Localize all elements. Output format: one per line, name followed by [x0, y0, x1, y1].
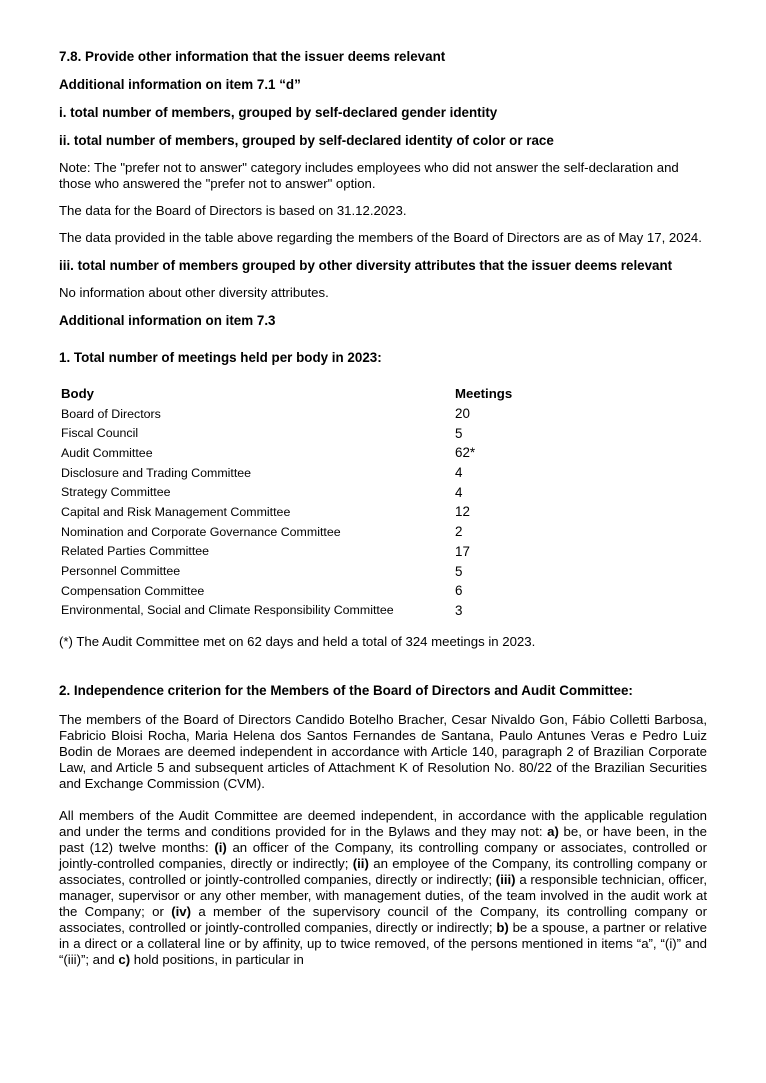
- item-ii-heading: ii. total number of members, grouped by self-declared identity of color or race: [59, 133, 554, 148]
- table-row: [59, 601, 512, 621]
- table-row: [59, 502, 512, 522]
- body-name-cell: Capital and Risk Management Committee: [61, 504, 291, 519]
- body-name-cell: Board of Directors: [61, 406, 161, 421]
- table-row: [59, 522, 512, 542]
- meetings-count-cell: 17: [455, 543, 470, 559]
- independence-title: 2. Independence criterion for the Members of the Board of Directors and Audit Committee:: [59, 683, 633, 699]
- meetings-count-cell: 20: [455, 406, 470, 422]
- body-name-cell: Fiscal Council: [61, 426, 139, 441]
- independence-paragraph-audit: [59, 808, 707, 968]
- bold-marker: (ii): [352, 856, 369, 872]
- board-data-may: The data provided in the table above regarding the members of the Board of Directors are as of May 17, 2024.: [59, 230, 702, 245]
- independence-paragraph-board: The members of the Board of Directors Candido Botelho Bracher, Cesar Nivaldo Gon, Fábio Colletti Barbosa, Fabricio Bloisi Rocha, Maria Helena dos Santos Fernandes de Santana, Paulo Antunes Veras e Pedro Luiz Bodin de Moraes are deemed independent in accordance with Article 140, paragraph 2 of Brazilian Corporate Law, and Article 5 and subsequent articles of Attachment K of Resolution No. 80/22 of the Brazilian Securities and Exchange Commission (CVM).: [59, 712, 707, 792]
- body-name-cell: Compensation Committee: [61, 583, 205, 598]
- bold-marker: c): [118, 952, 131, 968]
- body-name-cell: Strategy Committee: [61, 485, 171, 500]
- bold-marker: (iii): [495, 872, 516, 888]
- no-info-text: No information about other diversity attributes.: [59, 285, 329, 300]
- text: All members of the Audit Committee are deemed independent, in accordance with the applicable regulation and under the terms and conditions provided for in the Bylaws and they may not:: [59, 808, 707, 840]
- table-row: [59, 561, 512, 581]
- board-data-date: The data for the Board of Directors is based on 31.12.2023.: [59, 203, 407, 218]
- meetings-table: [59, 384, 512, 620]
- bold-marker: (i): [214, 840, 227, 856]
- bold-marker: (iv): [171, 904, 191, 920]
- audit-footnote: (*) The Audit Committee met on 62 days and held a total of 324 meetings in 2023.: [59, 634, 536, 650]
- header-meetings: Meetings: [455, 386, 513, 402]
- body-name-cell: Related Parties Committee: [61, 544, 210, 559]
- body-name-cell: Environmental, Social and Climate Responsibility Committee: [61, 603, 394, 618]
- text: hold positions, in particular in: [130, 952, 304, 968]
- meetings-count-cell: 3: [455, 602, 463, 618]
- text: an employee of the Company, its controlling company or associates, controlled or jointly-controlled companies, directly or indirectly;: [59, 856, 707, 888]
- heading-additional-7-1: Additional information on item 7.1 “d”: [59, 77, 301, 92]
- table-header-row: [59, 384, 512, 404]
- meetings-count-cell: 5: [455, 563, 463, 579]
- body-name-cell: Nomination and Corporate Governance Committee: [61, 524, 341, 539]
- body-name-cell: Disclosure and Trading Committee: [61, 465, 252, 480]
- meetings-count-cell: 62*: [455, 445, 476, 461]
- section-heading-7-8: 7.8. Provide other information that the issuer deems relevant: [59, 49, 446, 64]
- meetings-count-cell: 12: [455, 504, 470, 520]
- table-row: [59, 482, 512, 502]
- meetings-count-cell: 6: [455, 583, 463, 599]
- bold-marker: a): [547, 824, 559, 840]
- text: a responsible technician, officer, manager, supervisor or any other member, with management duties, of the team involved in the audit work at the Company; or: [59, 872, 708, 920]
- text: a member of the supervisory council of the Company, its controlling company or associates, controlled or jointly-controlled companies, directly or indirectly;: [59, 904, 708, 936]
- meetings-count-cell: 5: [455, 425, 463, 441]
- item-i-heading: i. total number of members, grouped by self-declared gender identity: [59, 105, 498, 120]
- table-row: [59, 423, 512, 443]
- bold-marker: b): [496, 920, 509, 936]
- item-iii-heading: iii. total number of members grouped by other diversity attributes that the issuer deems relevant: [59, 258, 673, 273]
- heading-additional-7-3: Additional information on item 7.3: [59, 313, 276, 328]
- body-name-cell: Audit Committee: [61, 445, 153, 460]
- meetings-count-cell: 4: [455, 465, 463, 481]
- document-page: [59, 48, 707, 979]
- text: be a spouse, a partner or relative in a direct or a collateral line or by affinity, up to twice removed, of the persons mentioned in items “a”, “(i)” and “(iii)”; and: [59, 920, 708, 968]
- table-row: [59, 404, 512, 424]
- table-row: [59, 443, 512, 463]
- meetings-count-cell: 2: [455, 524, 463, 540]
- text: an officer of the Company, its controlling company or associates, controlled or jointly-controlled companies, directly or indirectly;: [59, 840, 708, 872]
- table-row: [59, 463, 512, 483]
- text: be, or have been, in the past (12) twelve months:: [59, 824, 707, 856]
- header-body: Body: [61, 386, 94, 402]
- meetings-title: 1. Total number of meetings held per body in 2023:: [59, 350, 382, 365]
- table-row: [59, 542, 512, 562]
- meetings-count-cell: 4: [455, 484, 463, 500]
- note-prefer-not-to-answer: Note: The "prefer not to answer" category includes employees who did not answer the self-declaration and those who answered the "prefer not to answer" option.: [59, 160, 679, 191]
- table-row: [59, 581, 512, 601]
- body-name-cell: Personnel Committee: [61, 564, 181, 579]
